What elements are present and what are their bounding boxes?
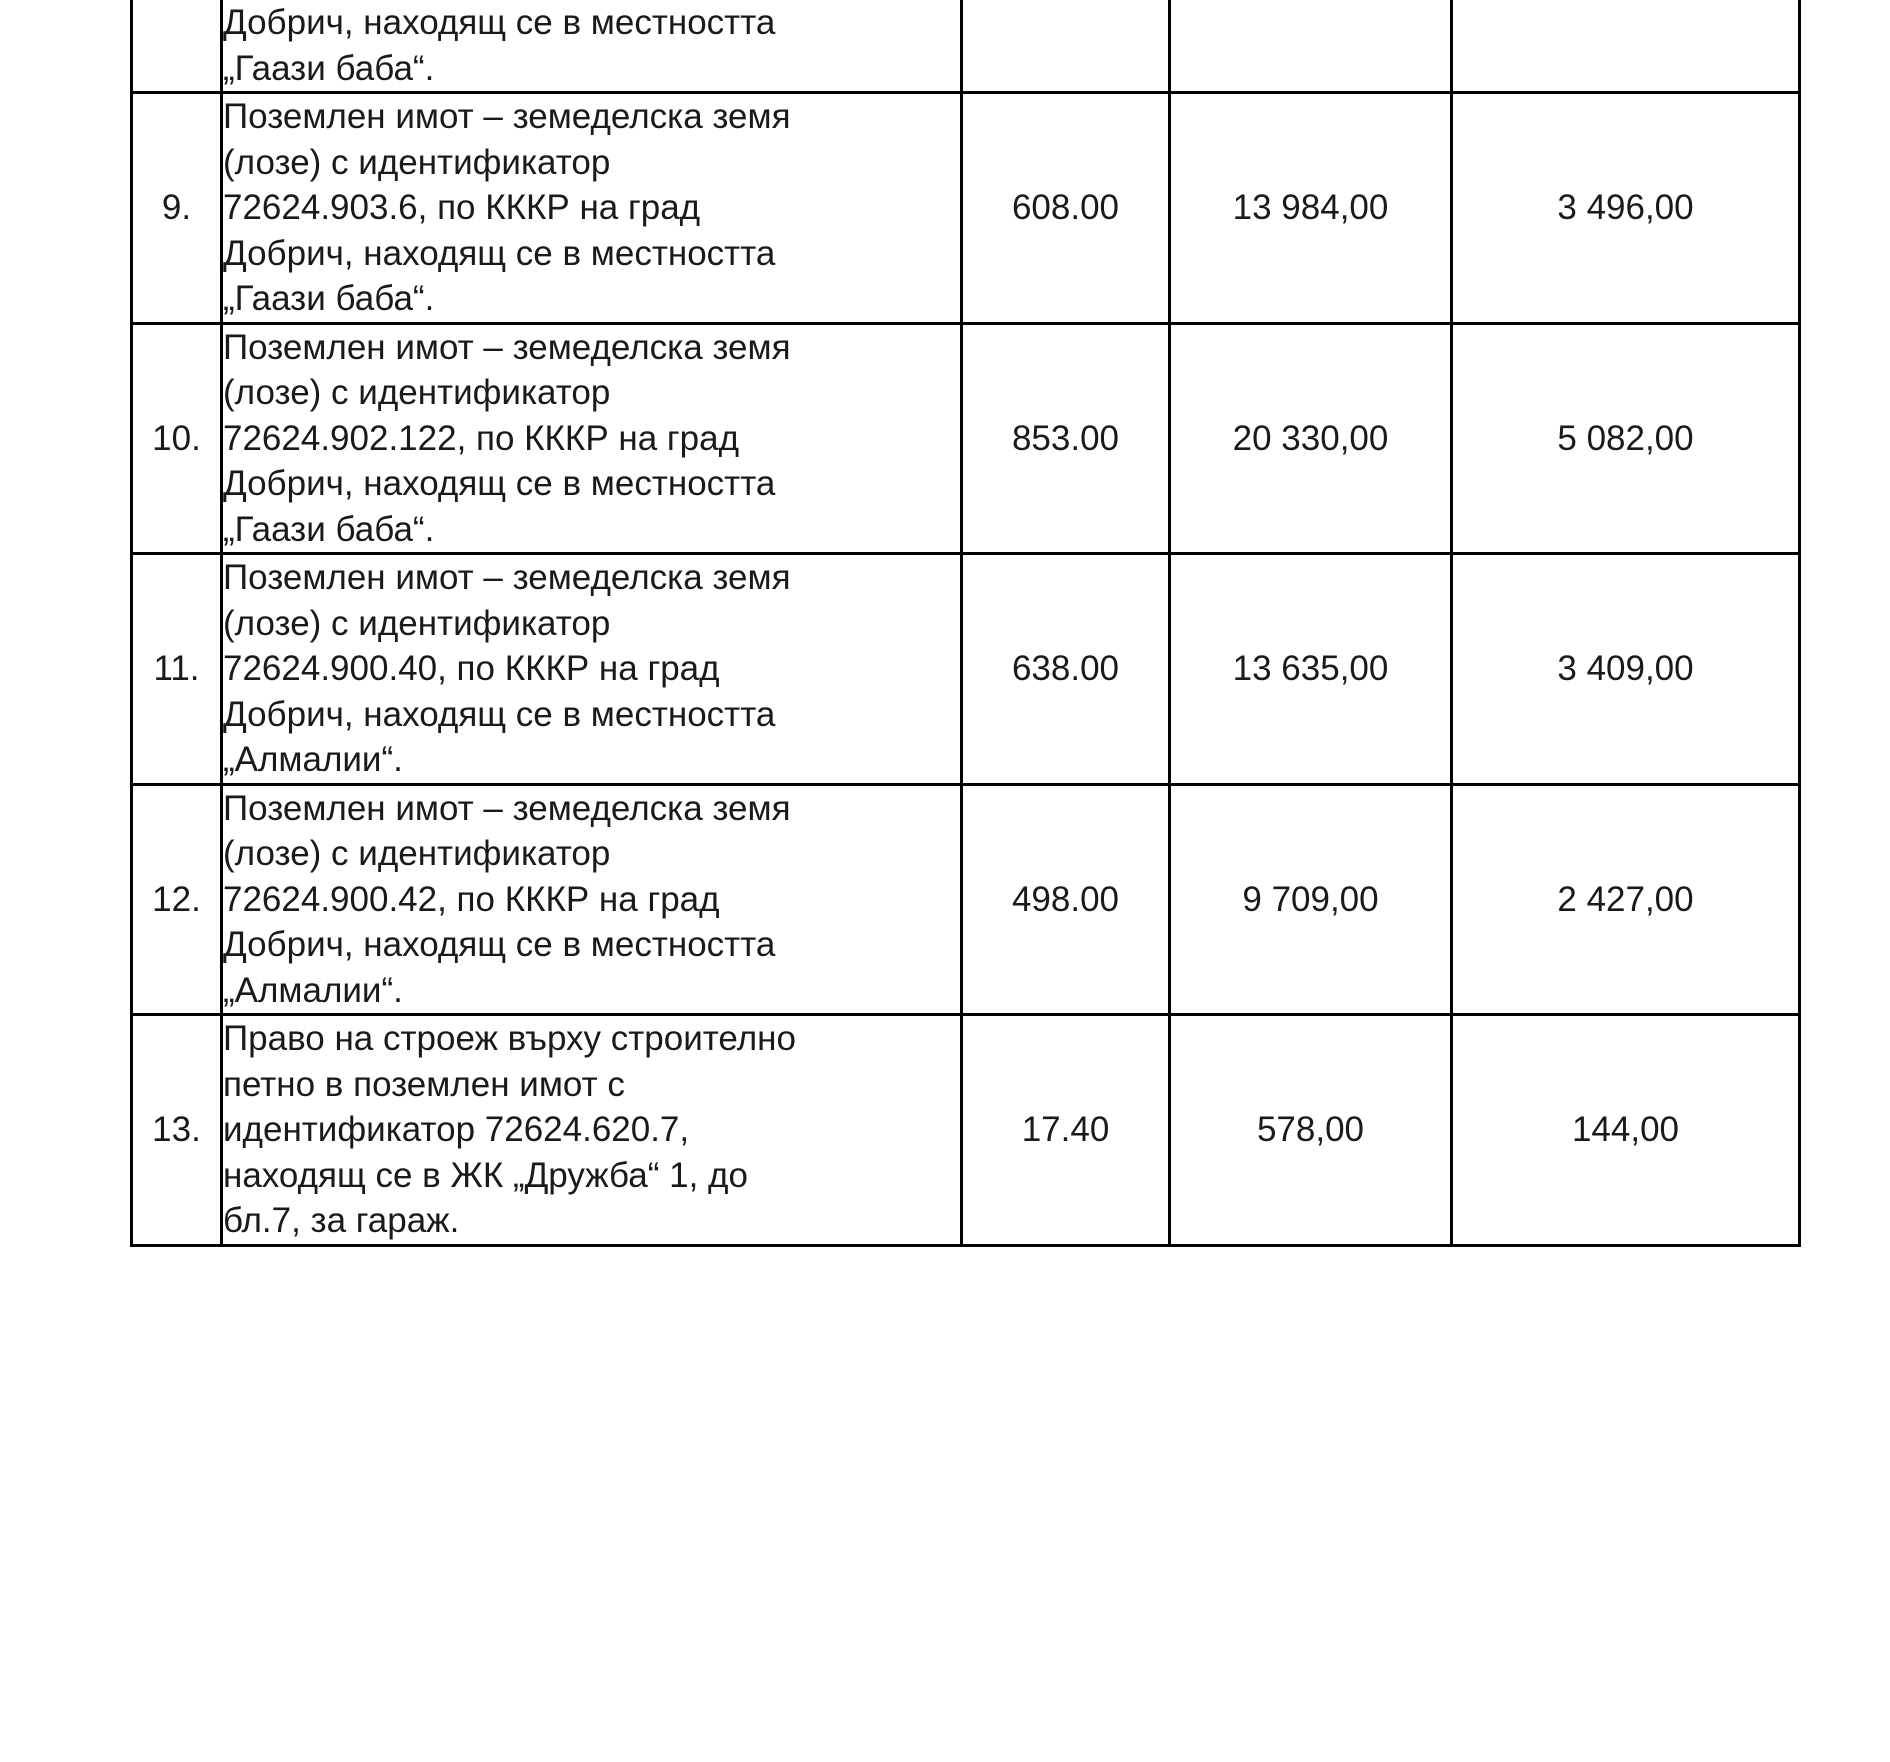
description-line: „Гаази баба“.	[223, 509, 435, 549]
description-line: находящ се в ЖК „Дружба“ 1, до	[223, 1155, 748, 1195]
table-row	[132, 323, 1800, 554]
row-number-cell	[132, 0, 222, 93]
row-number-cell: 9.	[132, 93, 222, 324]
row-area-cell: 608.00	[962, 93, 1170, 324]
row-description-cell	[222, 323, 962, 554]
property-table	[130, 0, 1801, 1247]
row-number-cell: 11.	[132, 554, 222, 785]
description-line: Добрич, находящ се в местността	[223, 464, 776, 503]
description-line: идентификатор 72624.620.7,	[223, 1110, 690, 1149]
description-line: „Гаази баба“.	[223, 48, 435, 88]
description-line: Добрич, находящ се в местността	[223, 233, 776, 273]
row-value2-cell	[1452, 0, 1800, 93]
description-line: 72624.900.42, по КККР на град	[223, 879, 720, 919]
row-description-cell	[222, 1015, 962, 1246]
table-row	[132, 1015, 1800, 1246]
row-number-cell: 12.	[132, 784, 222, 1015]
description-line: Поземлен имот – земеделска земя	[223, 327, 791, 367]
row-area-cell: 638.00	[962, 554, 1170, 785]
description-line: „Алмалии“.	[223, 970, 403, 1010]
row-number-cell: 13.	[132, 1015, 222, 1246]
description-line: Право на строеж върху строително	[223, 1019, 796, 1058]
row-description-cell	[222, 93, 962, 324]
row-value1-cell: 13 635,00	[1170, 554, 1452, 785]
row-description-cell	[222, 784, 962, 1015]
row-area-cell	[962, 0, 1170, 93]
row-value1-cell: 578,00	[1170, 1015, 1452, 1246]
row-area-cell: 17.40	[962, 1015, 1170, 1246]
table-row	[132, 93, 1800, 324]
table-row	[132, 784, 1800, 1015]
description-line: 72624.903.6, по КККР на град	[223, 188, 701, 227]
table-body	[132, 0, 1800, 1245]
row-value2-cell: 5 082,00	[1452, 323, 1800, 554]
description-line: Поземлен имот – земеделска земя	[223, 558, 791, 597]
row-description-cell	[222, 554, 962, 785]
description-line: петно в поземлен имот с	[223, 1064, 625, 1104]
row-value1-cell	[1170, 0, 1452, 93]
table-row	[132, 554, 1800, 785]
row-area-cell: 498.00	[962, 784, 1170, 1015]
row-value1-cell: 13 984,00	[1170, 93, 1452, 324]
description-line: бл.7, за гараж.	[223, 1201, 460, 1240]
row-value1-cell: 9 709,00	[1170, 784, 1452, 1015]
description-line: „Алмалии“.	[223, 740, 403, 779]
row-value2-cell: 144,00	[1452, 1015, 1800, 1246]
row-value2-cell: 3 409,00	[1452, 554, 1800, 785]
row-description-cell	[222, 0, 962, 93]
description-line: (лозе) с идентификатор	[223, 142, 611, 182]
description-line: Добрич, находящ се в местността	[223, 3, 776, 42]
row-number-cell: 10.	[132, 323, 222, 554]
row-value1-cell: 20 330,00	[1170, 323, 1452, 554]
description-line: (лозе) с идентификатор	[223, 603, 611, 643]
description-line: 72624.900.40, по КККР на град	[223, 649, 720, 688]
description-line: Добрич, находящ се в местността	[223, 694, 776, 734]
description-line: (лозе) с идентификатор	[223, 834, 611, 873]
row-area-cell: 853.00	[962, 323, 1170, 554]
row-value2-cell: 2 427,00	[1452, 784, 1800, 1015]
description-line: (лозе) с идентификатор	[223, 373, 611, 412]
row-value2-cell: 3 496,00	[1452, 93, 1800, 324]
table-row	[132, 0, 1800, 93]
description-line: Поземлен имот – земеделска земя	[223, 788, 791, 828]
description-line: 72624.902.122, по КККР на град	[223, 418, 740, 458]
description-line: Поземлен имот – земеделска земя	[223, 97, 791, 136]
description-line: Добрич, находящ се в местността	[223, 925, 776, 964]
description-line: „Гаази баба“.	[223, 279, 435, 318]
